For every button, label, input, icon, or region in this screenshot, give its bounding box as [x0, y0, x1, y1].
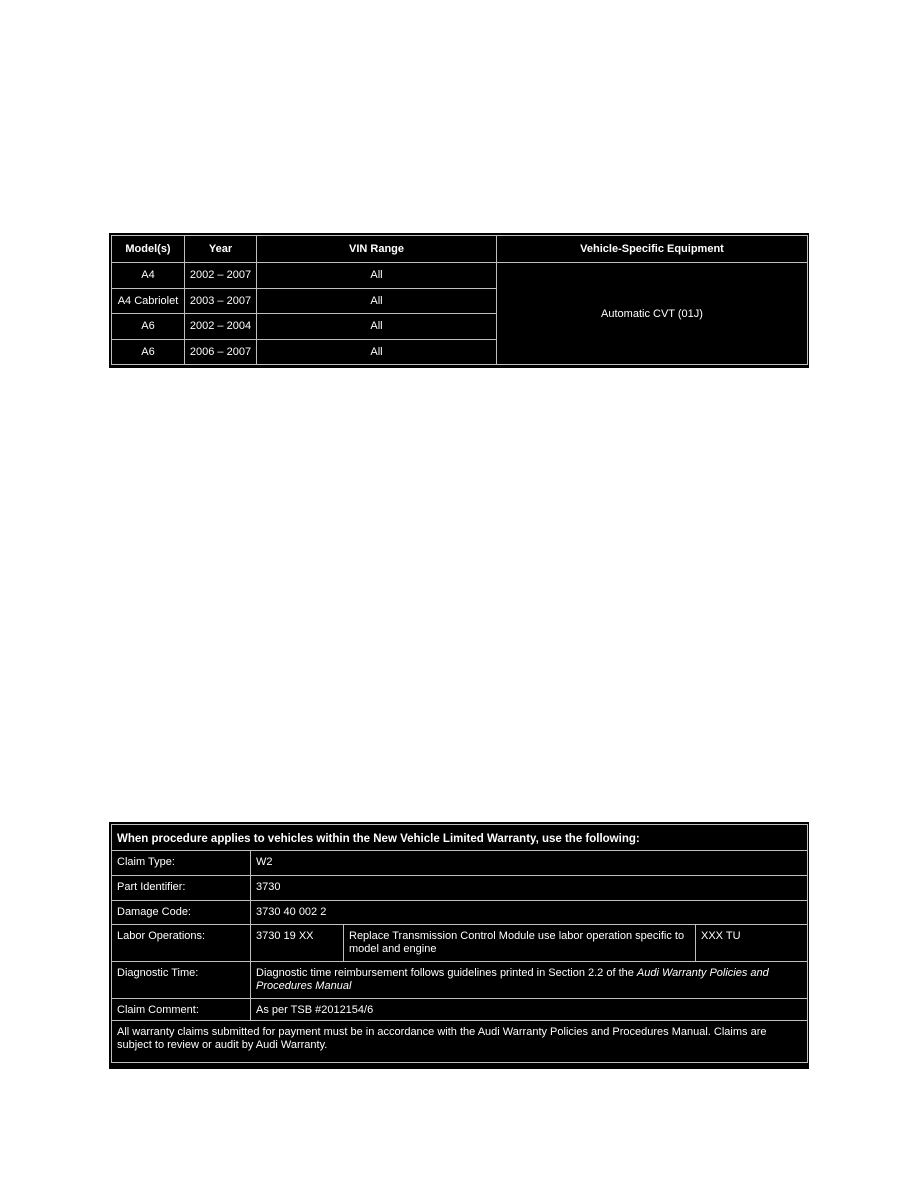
labor-operations-time: XXX TU — [696, 925, 808, 962]
warranty-footer-note: All warranty claims submitted for payment must be in accordance with the Audi Warranty Policies and Procedures Manual. Claims are subject to review or audit by Audi Warranty. — [112, 1021, 808, 1063]
cell-year: 2006 – 2007 — [185, 339, 257, 365]
part-identifier-label: Part Identifier: — [112, 876, 251, 901]
labor-operations-label: Labor Operations: — [112, 925, 251, 962]
cell-year: 2002 – 2007 — [185, 263, 257, 289]
cell-year: 2002 – 2004 — [185, 314, 257, 340]
diagnostic-time-label: Diagnostic Time: — [112, 962, 251, 999]
cell-year: 2003 – 2007 — [185, 288, 257, 314]
applicability-table-frame — [109, 233, 809, 368]
part-identifier-value: 3730 — [251, 876, 808, 901]
labor-operations-code: 3730 19 XX — [251, 925, 344, 962]
table-row — [112, 851, 808, 876]
warranty-title: When procedure applies to vehicles within the New Vehicle Limited Warranty, use the following: — [112, 825, 808, 851]
warranty-table-frame — [109, 822, 809, 1069]
damage-code-label: Damage Code: — [112, 901, 251, 925]
diagnostic-time-text: Diagnostic time reimbursement follows guidelines printed in Section 2.2 of the — [256, 967, 637, 979]
cell-model: A6 — [112, 314, 185, 340]
warranty-title-row — [112, 825, 808, 851]
table-row — [112, 999, 808, 1021]
cell-vin: All — [257, 263, 497, 289]
cell-vin: All — [257, 339, 497, 365]
table-row — [112, 263, 808, 289]
header-models: Model(s) — [112, 236, 185, 263]
cell-model: A4 — [112, 263, 185, 289]
header-vin-range: VIN Range — [257, 236, 497, 263]
cell-vin: All — [257, 288, 497, 314]
table-row — [112, 876, 808, 901]
table-row — [112, 901, 808, 925]
damage-code-value: 3730 40 002 2 — [251, 901, 808, 925]
labor-operations-description: Replace Transmission Control Module use labor operation specific to model and engine — [344, 925, 696, 962]
cell-model: A4 Cabriolet — [112, 288, 185, 314]
cell-model: A6 — [112, 339, 185, 365]
header-year: Year — [185, 236, 257, 263]
applicability-table — [111, 235, 808, 365]
claim-comment-value: As per TSB #2012154/6 — [251, 999, 808, 1021]
table-row — [112, 925, 808, 962]
diagnostic-time-manual-title: Audi Warranty Policies and Procedures Manual — [256, 967, 769, 992]
warranty-table — [111, 824, 808, 1063]
cell-vin: All — [257, 314, 497, 340]
diagnostic-time-value — [251, 962, 808, 999]
header-equipment: Vehicle-Specific Equipment — [497, 236, 808, 263]
claim-type-value: W2 — [251, 851, 808, 876]
applicability-header-row — [112, 236, 808, 263]
claim-comment-label: Claim Comment: — [112, 999, 251, 1021]
warranty-footer-row — [112, 1021, 808, 1063]
table-row — [112, 962, 808, 999]
cell-equipment: Automatic CVT (01J) — [497, 263, 808, 365]
claim-type-label: Claim Type: — [112, 851, 251, 876]
